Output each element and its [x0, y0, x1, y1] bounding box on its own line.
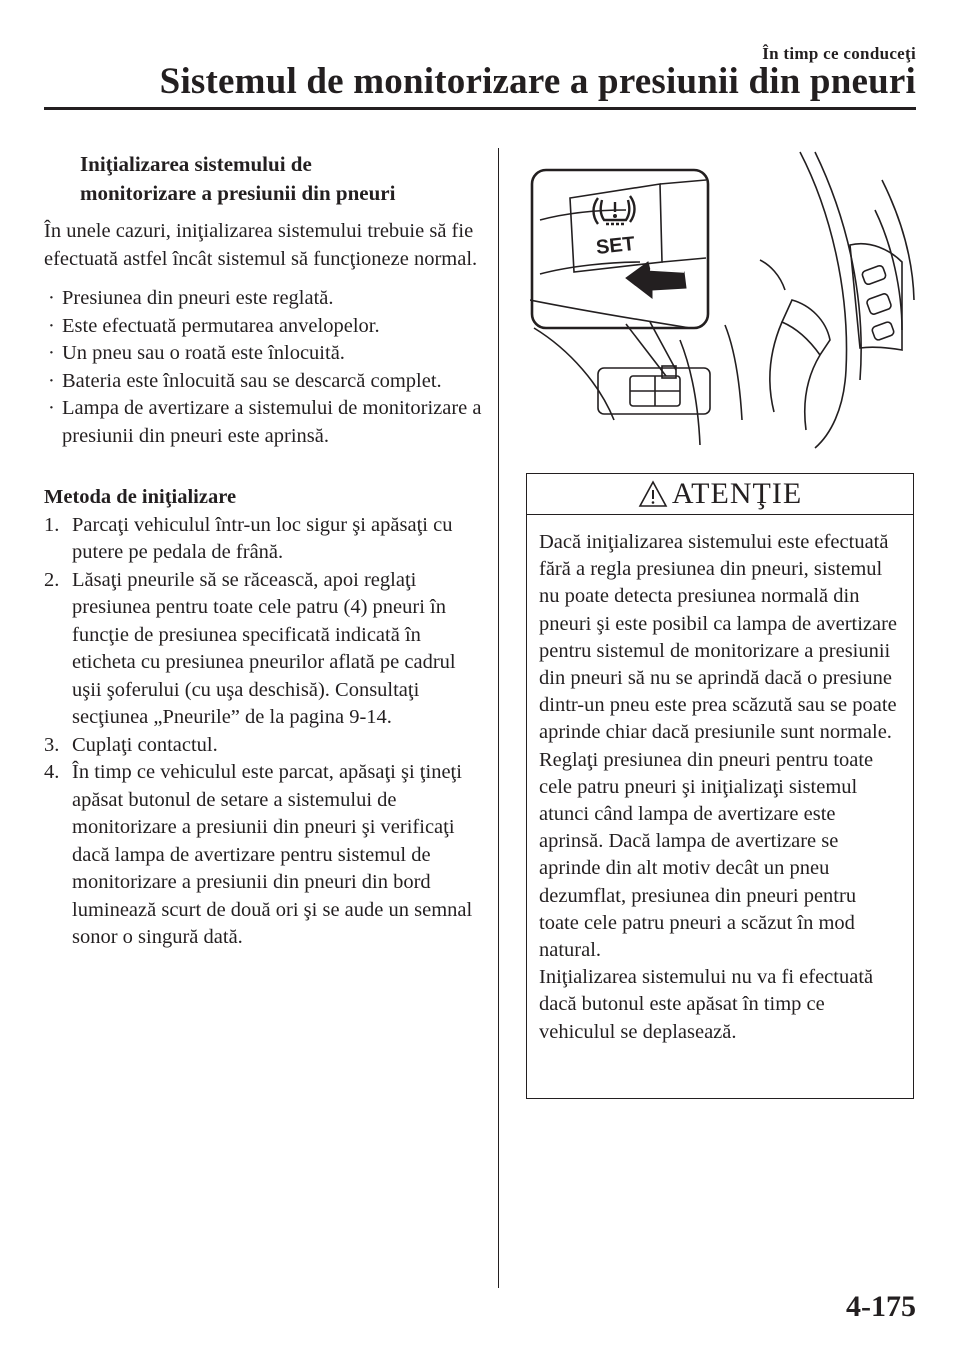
caution-title: ATENŢIE — [671, 477, 803, 510]
bullet-marker: · — [48, 287, 55, 309]
bullet-marker: · — [48, 342, 55, 364]
header-rule — [44, 107, 916, 110]
bullet-marker: · — [48, 397, 55, 419]
dashboard-illustration — [530, 150, 915, 450]
list-item: · Bateria este înlocuită sau se descarcă complet. — [44, 368, 484, 396]
step-item: 3. Cuplaţi contactul. — [44, 733, 218, 756]
dashboard-figure — [530, 150, 915, 450]
method-title: Metoda de iniţializare — [44, 486, 237, 508]
step-item: 2. Lăsaţi pneurile să se răcească, apoi reglaţi presiunea pentru toate cele patru (4) pneuri în funcţie de presiunea specificată indicată în eticheta cu presiunea pneurilor aflată pe cadrul uşii şoferului (cu uşa deschisă). Consultaţi secţiunea „Pneurile” de la pagina 9-14. — [44, 568, 456, 728]
caution-body — [527, 515, 913, 1046]
page-title: Sistemul de monitorizare a presiunii din pneuri — [159, 61, 916, 102]
list-item: · Presiunea din pneuri este reglată. — [44, 285, 484, 313]
conditions-list — [44, 285, 484, 450]
left-column — [44, 150, 484, 952]
column-divider — [498, 148, 499, 1288]
bullet-marker: · — [48, 314, 55, 337]
caution-box — [526, 473, 914, 1099]
set-button-label: SET — [594, 232, 636, 259]
intro-paragraph: În unele cazuri, iniţializarea sistemului trebuie să fie efectuată astfel încât sistemul să funcţioneze normal. — [44, 220, 478, 270]
section-title-line2: monitorizare a presiunii din pneuri — [80, 181, 396, 205]
caution-paragraph: Iniţializarea sistemului nu va fi efectuată dacă butonul este apăsat în timp ce vehiculul se deplasează. — [539, 966, 874, 1043]
caution-header — [527, 474, 913, 515]
step-item: 4. În timp ce vehiculul este parcat, apăsaţi şi ţineţi apăsat butonul de setare a sistemului de monitorizare a presiunii din pneuri şi verificaţi dacă lampa de avertizare pentru sistemul de monitorizare a presiunii din pneuri din bord luminează scurt de două ori şi se aude un semnal sonor o singură dată. — [44, 761, 473, 948]
list-item: · Este efectuată permutarea anvelopelor. — [44, 313, 484, 341]
caution-paragraph: Reglaţi presiunea din pneuri pentru toate cele patru pneuri şi iniţializaţi sistemul atunci când lampa de avertizare este aprinsă. Dacă lampa de avertizare se aprinde din alt motiv decât un pneu dezumflat, presiunea din pneuri pentru toate cele patru pneuri a scăzut în mod natural. — [539, 748, 874, 962]
header-subtitle: În timp ce conduceţi — [762, 44, 916, 63]
step-item: 1. Parcaţi vehiculul într-un loc sigur şi apăsaţi cu putere pe pedala de frână. — [44, 513, 453, 563]
list-item: · Un pneu sau o roată este înlocuită. — [44, 340, 484, 368]
press-arrow-icon — [626, 262, 686, 298]
bullet-marker: · — [48, 369, 55, 392]
page-number: 4-175 — [846, 1290, 916, 1323]
list-item: · Lampa de avertizare a sistemului de monitorizare a presiunii din pneuri este aprinsă. — [48, 397, 482, 447]
caution-paragraph: Dacă iniţializarea sistemului este efectuată fără a regla presiunea din pneuri, sistemul nu poate detecta presiunea normală din pneuri şi este posibil ca lampa de avertizare pentru sistemul de monitorizare a presiunii din pneuri să nu se aprindă dacă o presiune dintr-un pneu este prea scăzută sau se poate aprinde chiar dacă presiunile sunt normale. — [539, 531, 898, 744]
warning-triangle-icon — [638, 480, 668, 508]
section-title — [44, 150, 484, 208]
section-title-line1: Iniţializarea sistemului de — [80, 152, 312, 176]
steps-list — [44, 512, 484, 952]
